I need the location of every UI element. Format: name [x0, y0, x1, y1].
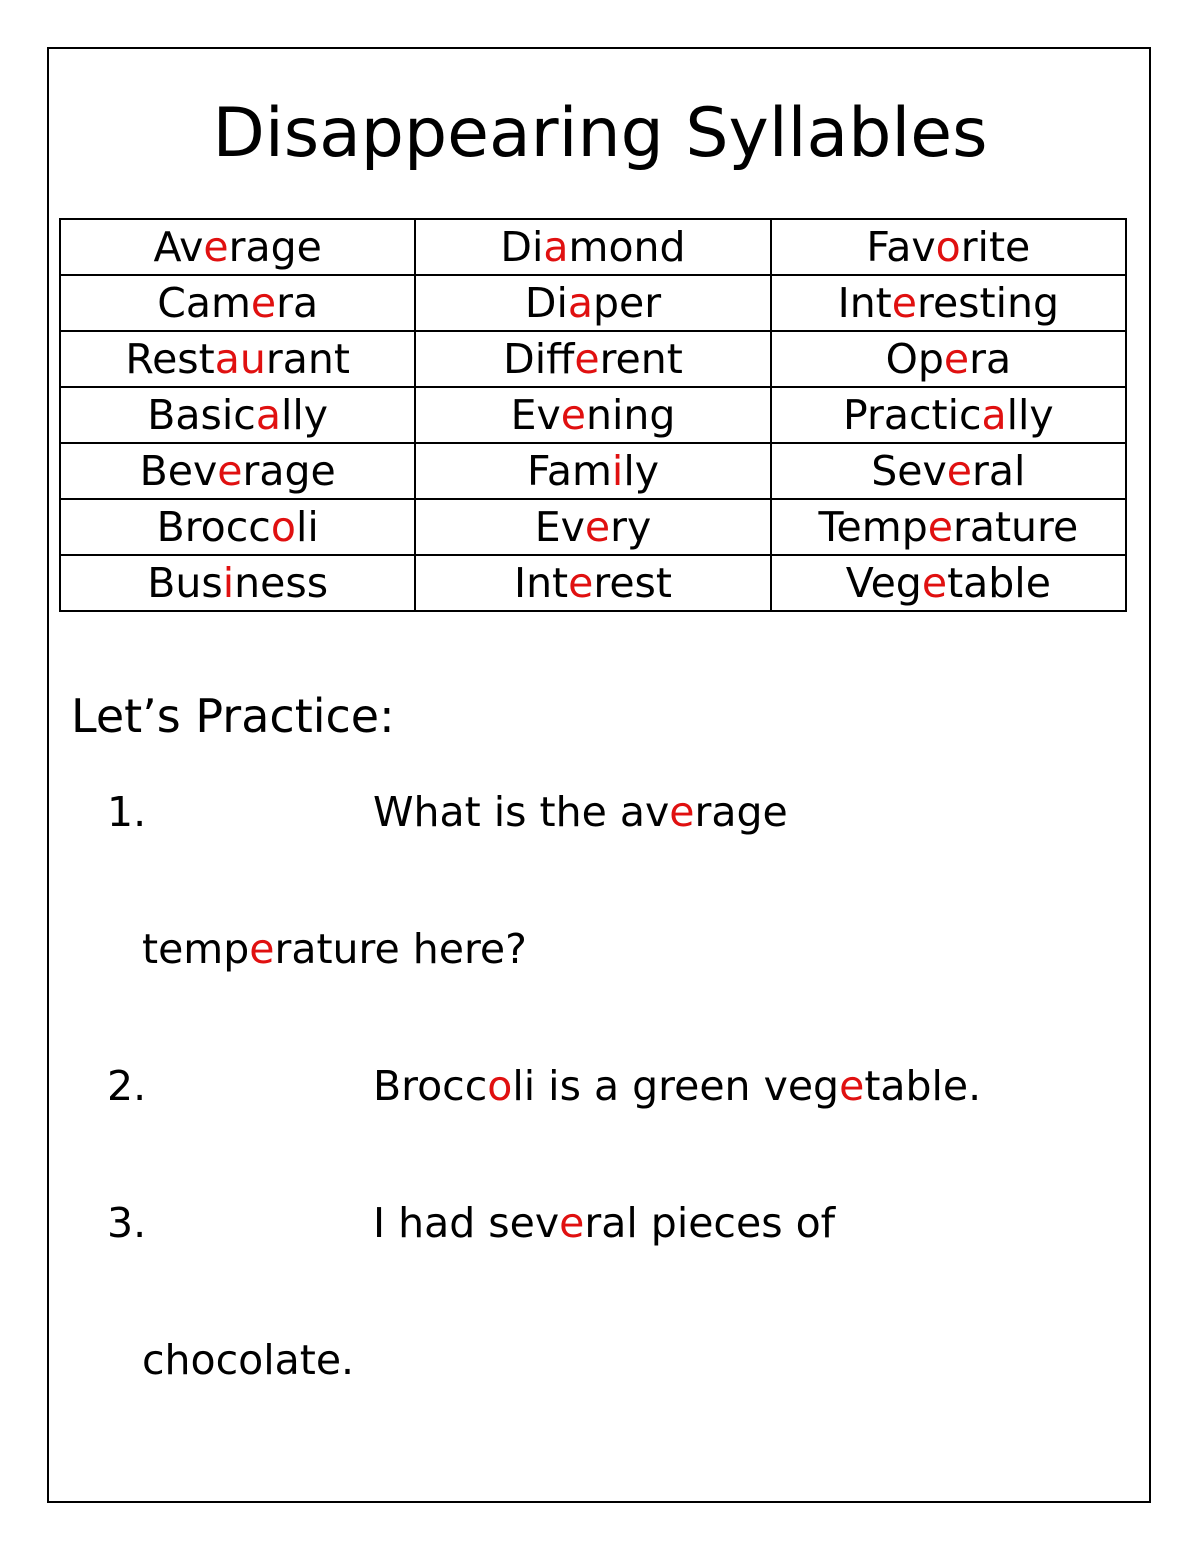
word-cell: Temperature [771, 499, 1126, 555]
word-cell: Several [771, 443, 1126, 499]
table-row [60, 219, 1126, 275]
word-cell: Favorite [771, 219, 1126, 275]
practice-item-number: 3. [107, 1199, 147, 1247]
page-title: Disappearing Syllables [212, 94, 988, 173]
word-cell: Restaurant [60, 331, 415, 387]
table-row [60, 499, 1126, 555]
table-row [60, 443, 1126, 499]
word-cell: Diamond [415, 219, 770, 275]
practice-sentence-line: Broccoli is a green vegetable. [373, 1062, 982, 1110]
word-cell: Camera [60, 275, 415, 331]
table-row [60, 331, 1126, 387]
word-cell: Business [60, 555, 415, 611]
practice-item-number: 1. [107, 788, 147, 836]
practice-item-number: 2. [107, 1062, 147, 1110]
word-cell: Vegetable [771, 555, 1126, 611]
word-table [59, 218, 1127, 612]
practice-sentence-line: temperature here? [142, 925, 527, 973]
practice-sentence-line: I had several pieces of [373, 1199, 836, 1247]
word-cell: Different [415, 331, 770, 387]
word-cell: Diaper [415, 275, 770, 331]
word-cell: Every [415, 499, 770, 555]
word-cell: Basically [60, 387, 415, 443]
table-row [60, 387, 1126, 443]
word-cell: Opera [771, 331, 1126, 387]
word-cell: Beverage [60, 443, 415, 499]
word-cell: Broccoli [60, 499, 415, 555]
word-cell: Family [415, 443, 770, 499]
table-row [60, 275, 1126, 331]
word-cell: Interest [415, 555, 770, 611]
word-cell: Practically [771, 387, 1126, 443]
word-cell: Interesting [771, 275, 1126, 331]
word-cell: Average [60, 219, 415, 275]
practice-sentence-line: chocolate. [142, 1336, 355, 1384]
practice-heading: Let’s Practice: [71, 689, 395, 743]
word-cell: Evening [415, 387, 770, 443]
table-row [60, 555, 1126, 611]
practice-sentence-line: What is the average [373, 788, 788, 836]
